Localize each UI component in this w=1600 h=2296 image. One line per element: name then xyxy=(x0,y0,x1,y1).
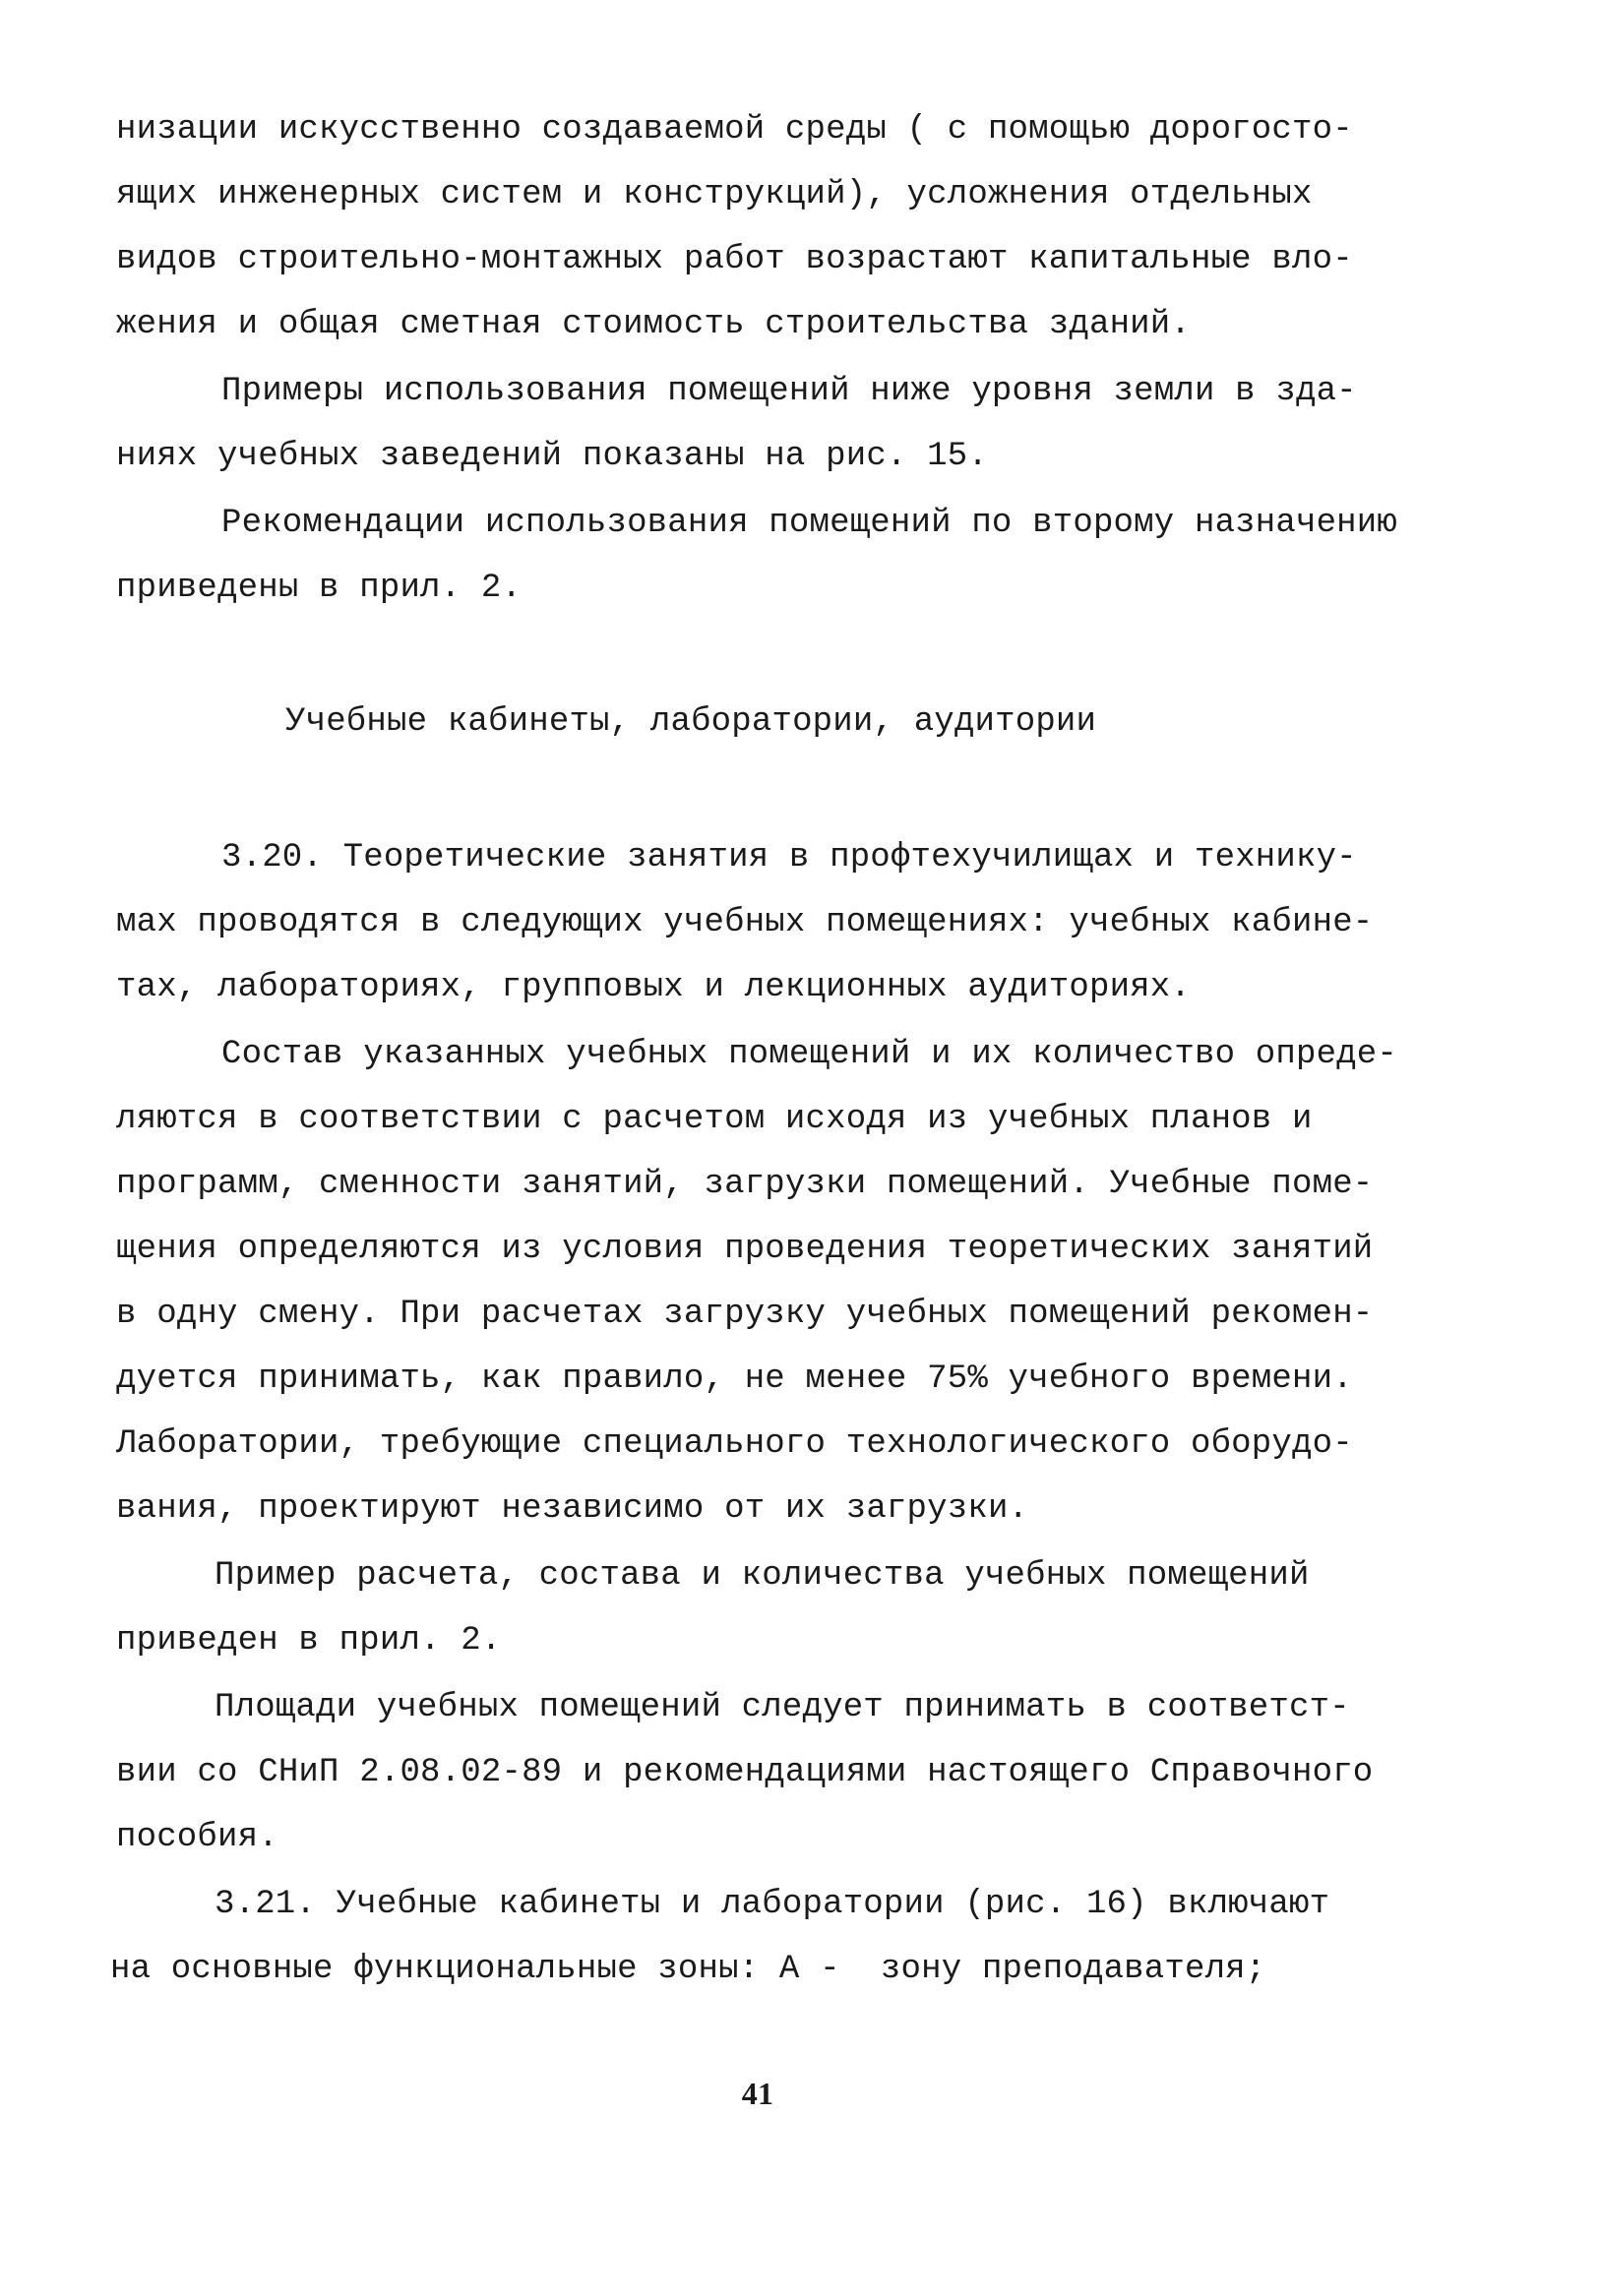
text-line: Пример расчета, состава и количества учебных помещений xyxy=(215,1557,1310,1595)
text-line: приведен в прил. 2. xyxy=(116,1622,502,1660)
text-line: ниях учебных заведений показаны на рис. 15. xyxy=(116,438,988,475)
text-line: пособия. xyxy=(116,1819,278,1856)
text-line: мах проводятся в следующих учебных помещениях: учебных кабине- xyxy=(116,904,1374,941)
text-line: в одну смену. При расчетах загрузку учебных помещений рекомен- xyxy=(116,1296,1374,1333)
page-number: 41 xyxy=(741,2076,774,2111)
text-line: ляются в соответствии с расчетом исходя из учебных планов и xyxy=(116,1101,1313,1138)
text-line: Площади учебных помещений следует принимать в соответст- xyxy=(215,1689,1350,1726)
text-line: программ, сменности занятий, загрузки помещений. Учебные поме- xyxy=(116,1166,1374,1203)
text-line: Примеры использования помещений ниже уровня земли в зда- xyxy=(221,373,1357,410)
text-line: ящих инженерных систем и конструкций), усложнения отдельных xyxy=(116,176,1313,213)
text-line: Лаборатории, требующие специального технологического оборудо- xyxy=(116,1425,1353,1463)
text-line: видов строительно-монтажных работ возрастают капитальные вло- xyxy=(116,241,1353,278)
text-line: приведены в прил. 2. xyxy=(116,570,523,607)
text-line: вания, проектируют независимо от их загрузки. xyxy=(116,1490,1029,1528)
text-line: щения определяются из условия проведения теоретических занятий xyxy=(116,1231,1374,1268)
text-line: низации искусственно создаваемой среды ( с помощью дорогосто- xyxy=(116,111,1353,149)
text-line: вии со СНиП 2.08.02-89 и рекомендациями настоящего Справочного xyxy=(116,1754,1374,1791)
text-line: тах, лабораториях, групповых и лекционных аудиториях. xyxy=(116,969,1191,1006)
text-line: дуется принимать, как правило, не менее 75% учебного времени. xyxy=(116,1360,1353,1398)
text-line: 3.20. Теоретические занятия в профтехучилищах и технику- xyxy=(221,839,1357,876)
text-line: жения и общая сметная стоимость строительства зданий. xyxy=(116,306,1191,343)
text-line: Рекомендации использования помещений по второму назначению xyxy=(221,505,1397,542)
text-line: на основные функциональные зоны: А - зону преподавателя; xyxy=(110,1951,1266,1988)
section-heading: Учебные кабинеты, лаборатории, аудитории xyxy=(285,703,1097,741)
text-line: Состав указанных учебных помещений и их количество опреде- xyxy=(221,1036,1397,1073)
text-line: 3.21. Учебные кабинеты и лаборатории (рис. 16) включают xyxy=(215,1886,1330,1923)
